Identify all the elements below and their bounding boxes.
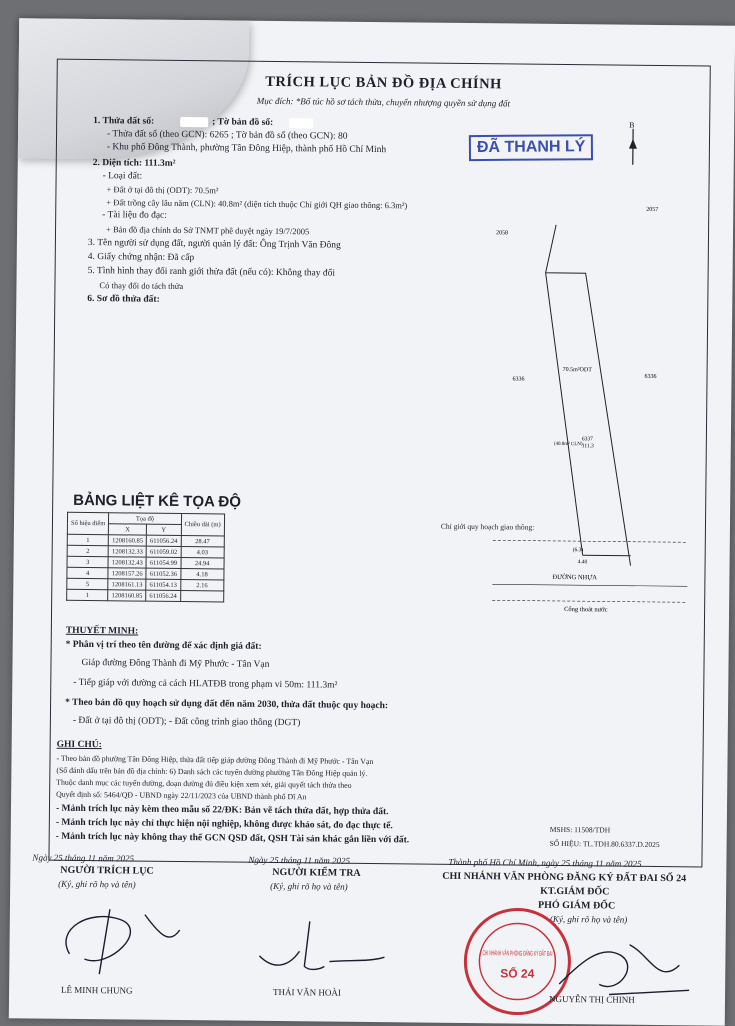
survey-doc-value: + Bản đồ địa chính do Sở TNMT phê duyệt ngày 19/7/2005 — [106, 224, 309, 236]
svg-text:4.40: 4.40 — [578, 559, 588, 565]
parcel-sketch — [432, 184, 697, 627]
svg-text:111.3: 111.3 — [582, 443, 594, 449]
table-row: 5 1208161.13 611054.13 2.16 — [67, 578, 224, 591]
sig3-role-b: KT.GIÁM ĐỐC — [540, 886, 609, 898]
land-cln: + Đất trồng cây lâu năm (CLN): 40.8m² (diện tích thuộc Chỉ giới QH giao thông: 6.3m²) — [106, 197, 407, 210]
coords-table — [66, 512, 225, 603]
explanation-b: * Theo bản đồ quy hoạch sử dụng đất đến năm 2030, thửa đất thuộc quy hoạch: — [65, 698, 388, 711]
sig3-role-c: PHÓ GIÁM ĐỐC — [538, 900, 615, 912]
redacted-map-sheet — [289, 118, 313, 128]
land-odt: + Đất ở tại đô thị (ODT): 70.5m² — [106, 184, 218, 195]
note-5: - Mảnh trích lục này kèm theo mẫu số 22/ĐK: Bản vẽ tách thửa đất, hợp thửa đất. — [56, 804, 389, 817]
sig3-name: NGUYỄN THỊ CHINH — [549, 994, 635, 1005]
th-toado: Tọa độ — [109, 513, 181, 525]
sig2-date: Ngày 25 tháng 11 năm 2025 — [248, 855, 350, 866]
table-row: 1 1208160.85 611056.24 — [67, 589, 224, 602]
table-row: 2 1208132.33 611059.02 4.03 — [67, 545, 224, 558]
signature-2 — [249, 911, 390, 982]
sig2-hint: (Ký, ghi rõ họ và tên) — [270, 881, 348, 892]
svg-text:(6.3): (6.3) — [573, 546, 584, 553]
svg-text:6337: 6337 — [582, 436, 593, 442]
note-4: Quyết định số: 5464/QĐ - UBND ngày 22/11/2023 của UBND thành phố Dĩ An — [56, 790, 306, 802]
svg-text:2058: 2058 — [496, 230, 508, 236]
table-row: 4 1208157.26 611052.36 4.18 — [67, 567, 224, 580]
note-6: - Mảnh trích lục này chỉ thực hiện nội nghiệp, không được khảo sát, đo đạc thực tế. — [56, 818, 393, 832]
note-2: (Số đánh dấu trên bản đồ địa chính: 6) Danh sách các tuyến đường phường Tân Đông Hiệp quản lý. — [56, 766, 367, 778]
svg-text:Cống thoát nước: Cống thoát nước — [564, 606, 608, 613]
note-7: - Mảnh trích lục này không thay thế GCN QSD đất, QSH Tài sản khác gắn liền với đất. — [56, 832, 410, 846]
svg-text:70.5m²ODT: 70.5m²ODT — [563, 367, 593, 373]
th-dist: Chiều dài (m) — [181, 514, 224, 536]
sig2-role: NGƯỜI KIỂM TRA — [272, 867, 360, 879]
explanation-heading: THUYẾT MINH: — [66, 626, 139, 637]
note-1: - Theo bản đồ phường Tân Đông Hiệp, thửa đất tiếp giáp đường Đông Thành đi Mỹ Phước - Tân Vạn — [56, 754, 373, 766]
parcel-number: 1. Thửa đất số: — [93, 116, 154, 127]
map-sheet: ; Tờ bản đồ số: — [212, 117, 273, 128]
notes-heading: GHI CHÚ: — [57, 740, 102, 750]
sig2-name: THÁI VĂN HOÀI — [273, 987, 341, 998]
sig3-hint: (Ký, ghi rõ họ và tên) — [550, 914, 628, 925]
svg-text:6336: 6336 — [512, 376, 524, 382]
note-3: Thuộc danh mục các tuyến đường, đoạn đường đủ điều kiện xem xét, giải quyết tách thửa theo — [56, 778, 351, 790]
svg-text:(40.8m² CLN): (40.8m² CLN) — [554, 441, 583, 447]
table-row: 3 1208132.43 611054.99 24.94 — [67, 556, 224, 569]
land-user: 3. Tên người sử dụng đất, người quản lý đất: Ông Trịnh Văn Đông — [88, 238, 341, 251]
liquidated-stamp: ĐÃ THANH LÝ — [469, 134, 594, 161]
sig3-role: CHI NHÁNH VĂN PHÒNG ĐĂNG KÝ ĐẤT ĐAI SỐ 24 — [442, 871, 686, 885]
document-paper — [9, 18, 735, 1025]
svg-text:2057: 2057 — [646, 207, 658, 213]
document-title: TRÍCH LỤC BẢN ĐỒ ĐỊA CHÍNH — [58, 72, 710, 96]
boundary-change: 5. Tình hình thay đổi ranh giới thửa đất (nếu có): Không thay đổi — [88, 266, 336, 279]
explanation-a2: - Tiếp giáp với đường cả cách HLATĐB trong phạm vi 50m: 111.3m² — [73, 678, 337, 691]
svg-text:6336: 6336 — [645, 374, 657, 380]
document-purpose: Mục đích: *Bổ túc hồ sơ tách thửa, chuyển nhượng quyền sử dụng đất — [57, 94, 709, 111]
explanation-b1: - Đất ở tại đô thị (ODT); - Đất công trình giao thông (DGT) — [73, 716, 301, 728]
boundary-change-note: Có thay đổi do tách thửa — [99, 280, 183, 291]
svg-text:B: B — [629, 121, 634, 130]
sig1-name: LÊ MINH CHUNG — [61, 985, 133, 996]
th-stt: Số hiệu điểm — [67, 512, 109, 534]
certificate: 4. Giấy chứng nhận: Đã cấp — [88, 252, 195, 263]
so-hieu: SỐ HIỆU: TL.TDH.80.6337.D.2025 — [550, 839, 660, 849]
sig3-date: Thành phố Hồ Chí Minh, ngày 25 tháng 11 năm 2025 — [448, 857, 641, 869]
explanation-a1: Giáp đường Đông Thành đi Mỹ Phước - Tân Vạn — [81, 658, 269, 670]
sig1-hint: (Ký, ghi rõ họ và tên) — [58, 879, 136, 890]
th-x: X — [109, 524, 147, 535]
parcel-diagram-label: 6. Sơ đồ thửa đất: — [87, 294, 160, 305]
survey-doc: - Tài liệu đo đạc: — [102, 210, 167, 221]
parcel-gcn: - Thửa đất số (theo GCN): 6265 ; Tờ bản đồ số (theo GCN): 80 — [107, 129, 348, 142]
land-type: - Loại đất: — [103, 171, 143, 181]
coords-title: BẢNG LIỆT KÊ TỌA ĐỘ — [73, 492, 241, 511]
explanation-a: * Phân vị trí theo tên đường để xác định giá đất: — [66, 640, 262, 652]
svg-text:SỐ 24: SỐ 24 — [500, 965, 535, 980]
planning-line-label: Chỉ giới quy hoạch giao thông: — [441, 522, 534, 532]
sig1-role: NGƯỜI TRÍCH LỤC — [60, 865, 153, 877]
extract-frame — [48, 59, 710, 868]
mshs: MSHS: 11508/TDH — [550, 825, 610, 835]
table-row: 1 1208160.85 611056.24 28.47 — [67, 534, 224, 547]
sig1-date: Ngày 25 tháng 11 năm 2025 — [32, 852, 134, 863]
parcel-area: 2. Diện tích: 111.3m² — [93, 158, 176, 169]
th-y: Y — [147, 524, 182, 535]
north-arrow-icon — [622, 121, 644, 166]
redacted-parcel-number — [180, 117, 208, 127]
svg-text:ĐƯỜNG NHỰA: ĐƯỜNG NHỰA — [552, 573, 597, 581]
parcel-address: - Khu phố Đông Thành, phường Tân Đông Hiệp, thành phố Hồ Chí Minh — [107, 142, 386, 155]
svg-text:CHI NHÁNH VĂN PHÒNG ĐĂNG KÝ ĐẤ: CHI NHÁNH VĂN PHÒNG ĐĂNG KÝ ĐẤT ĐAI — [482, 947, 552, 958]
signature-1 — [49, 899, 190, 980]
